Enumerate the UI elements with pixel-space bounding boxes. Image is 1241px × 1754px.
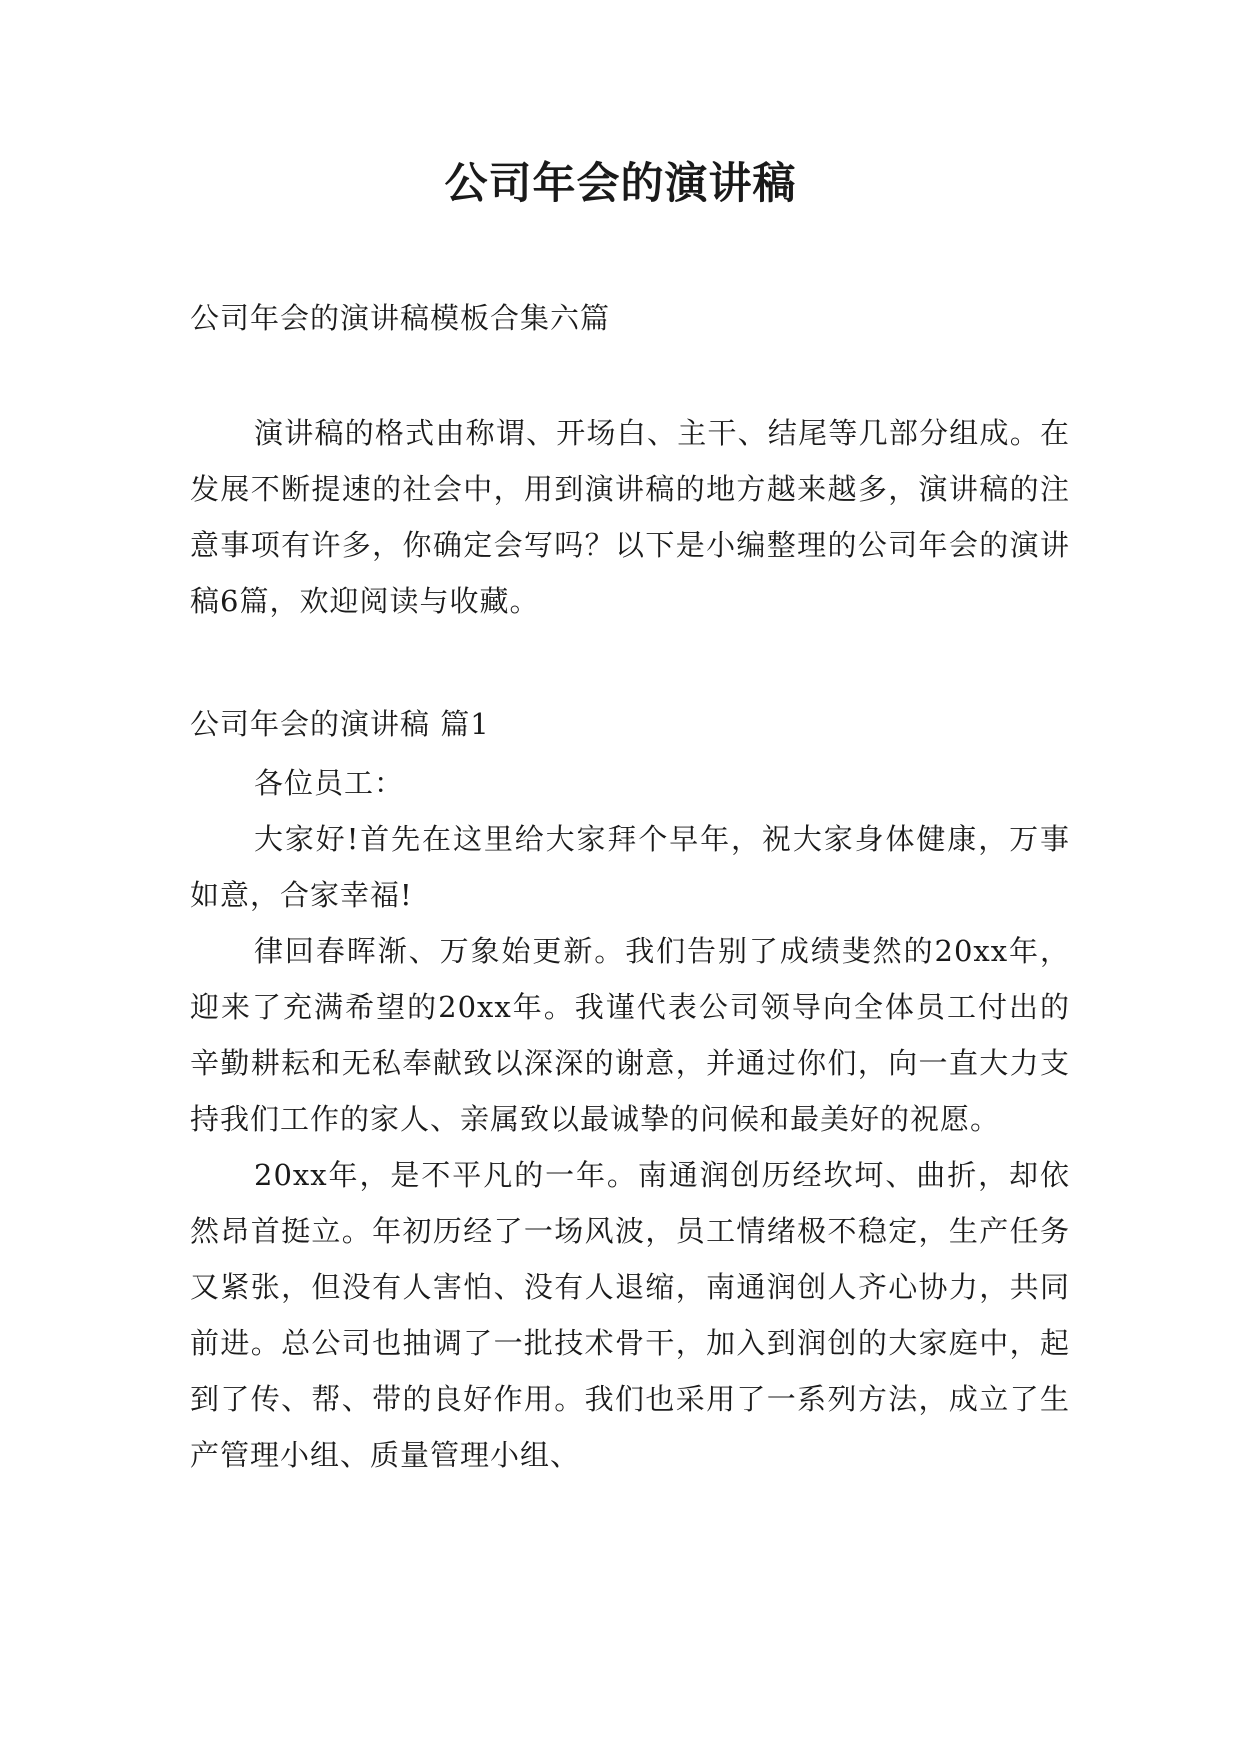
greeting-paragraph: 大家好!首先在这里给大家拜个早年，祝大家身体健康，万事如意，合家幸福! bbox=[190, 822, 1070, 912]
document-title: 公司年会的演讲稿 bbox=[444, 159, 797, 209]
intro-block bbox=[190, 405, 1070, 629]
document-subtitle: 公司年会的演讲稿模板合集六篇 bbox=[190, 301, 611, 335]
intro-paragraph: 演讲稿的格式由称谓、开场白、主干、结尾等几部分组成。在发展不断提速的社会中，用到演讲稿的地方越来越多，演讲稿的注意事项有许多，你确定会写吗？以下是小编整理的公司年会的演讲稿6篇，欢迎阅读与收藏。 bbox=[190, 416, 1070, 618]
section-heading: 公司年会的演讲稿 篇1 bbox=[190, 707, 490, 741]
body-paragraph: 律回春晖渐、万象始更新。我们告别了成绩斐然的20xx年，迎来了充满希望的20xx年。我谨代表公司领导向全体员工付出的辛勤耕耘和无私奉献致以深深的谢意，并通过你们，向一直大力支持我们工作的家人、亲属致以最诚挚的问候和最美好的祝愿。 bbox=[190, 934, 1070, 1136]
section-body bbox=[190, 755, 1070, 1483]
body-paragraph: 20xx年，是不平凡的一年。南通润创历经坎坷、曲折，却依然昂首挺立。年初历经了一场风波，员工情绪极不稳定，生产任务又紧张，但没有人害怕、没有人退缩，南通润创人齐心协力，共同前进。总公司也抽调了一批技术骨干，加入到润创的大家庭中，起到了传、帮、带的良好作用。我们也采用了一系列方法，成立了生产管理小组、质量管理小组、 bbox=[190, 1158, 1070, 1472]
salutation-paragraph: 各位员工： bbox=[254, 766, 405, 800]
